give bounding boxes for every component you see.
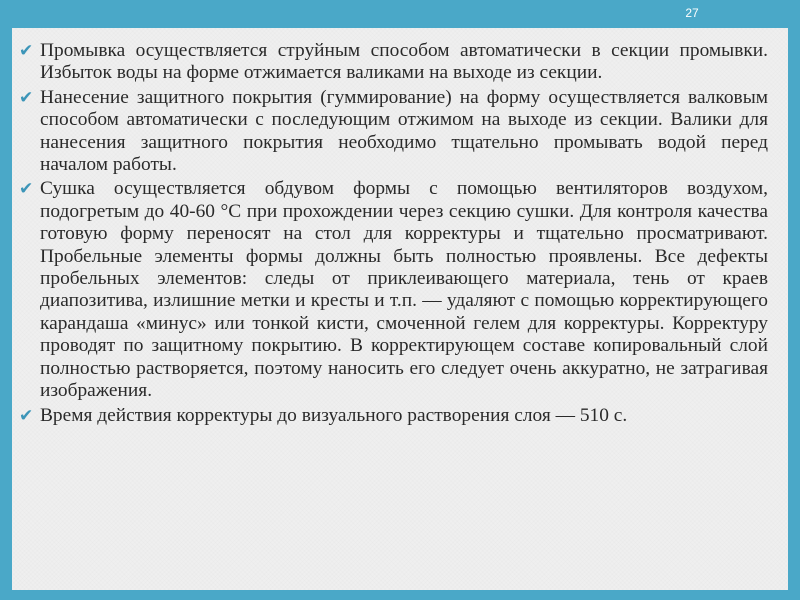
bullet-list	[12, 40, 788, 429]
checkmark-icon: ✔	[19, 405, 34, 426]
bullet-item	[12, 178, 788, 402]
header-bar	[0, 0, 800, 28]
checkmark-icon: ✔	[19, 87, 34, 108]
bullet-item	[12, 405, 788, 427]
page-number: 27	[685, 6, 699, 20]
checkmark-icon: ✔	[19, 41, 34, 61]
bullet-item	[12, 40, 788, 85]
bullet-text: Время действия корректуры до визуального растворения слоя — 510 с.	[40, 404, 628, 426]
bullet-text: Промывка осуществляется струйным способом автоматически в секции промывки. Избыток воды на форме отжимается валиками на выходе из секции.	[40, 40, 768, 84]
bullet-item	[12, 87, 788, 177]
checkmark-icon: ✔	[19, 179, 34, 200]
content-panel	[12, 28, 788, 590]
bullet-text: Сушка осуществляется обдувом формы с помощью вентиляторов воздухом, подогретым до 40-60 °С при прохождении через секцию сушки. Для контроля качества готовую форму переносят на стол для корректуры и тщательно просматривают. Пробельные элементы формы должны быть полностью проявлены. Все дефекты пробельных элементов: следы от приклеивающего материала, тень от краев диапозитива, излишние метки и кресты и т.п. — удаляют с помощью корректирующего карандаша «минус» или тонкой кисти, смоченной гелем для корректуры. Корректуру проводят по защитному покрытию. В корректирующем составе копировальный слой полностью растворяется, поэтому наносить его следует очень аккуратно, не затрагивая изображения.	[40, 178, 768, 402]
bullet-text: Нанесение защитного покрытия (гуммирование) на форму осуществляется валковым способом автоматически с последующим отжимом на выходе из секции. Валики для нанесения защитного покрытия необходимо тщательно промывать водой перед началом работы.	[40, 86, 768, 176]
